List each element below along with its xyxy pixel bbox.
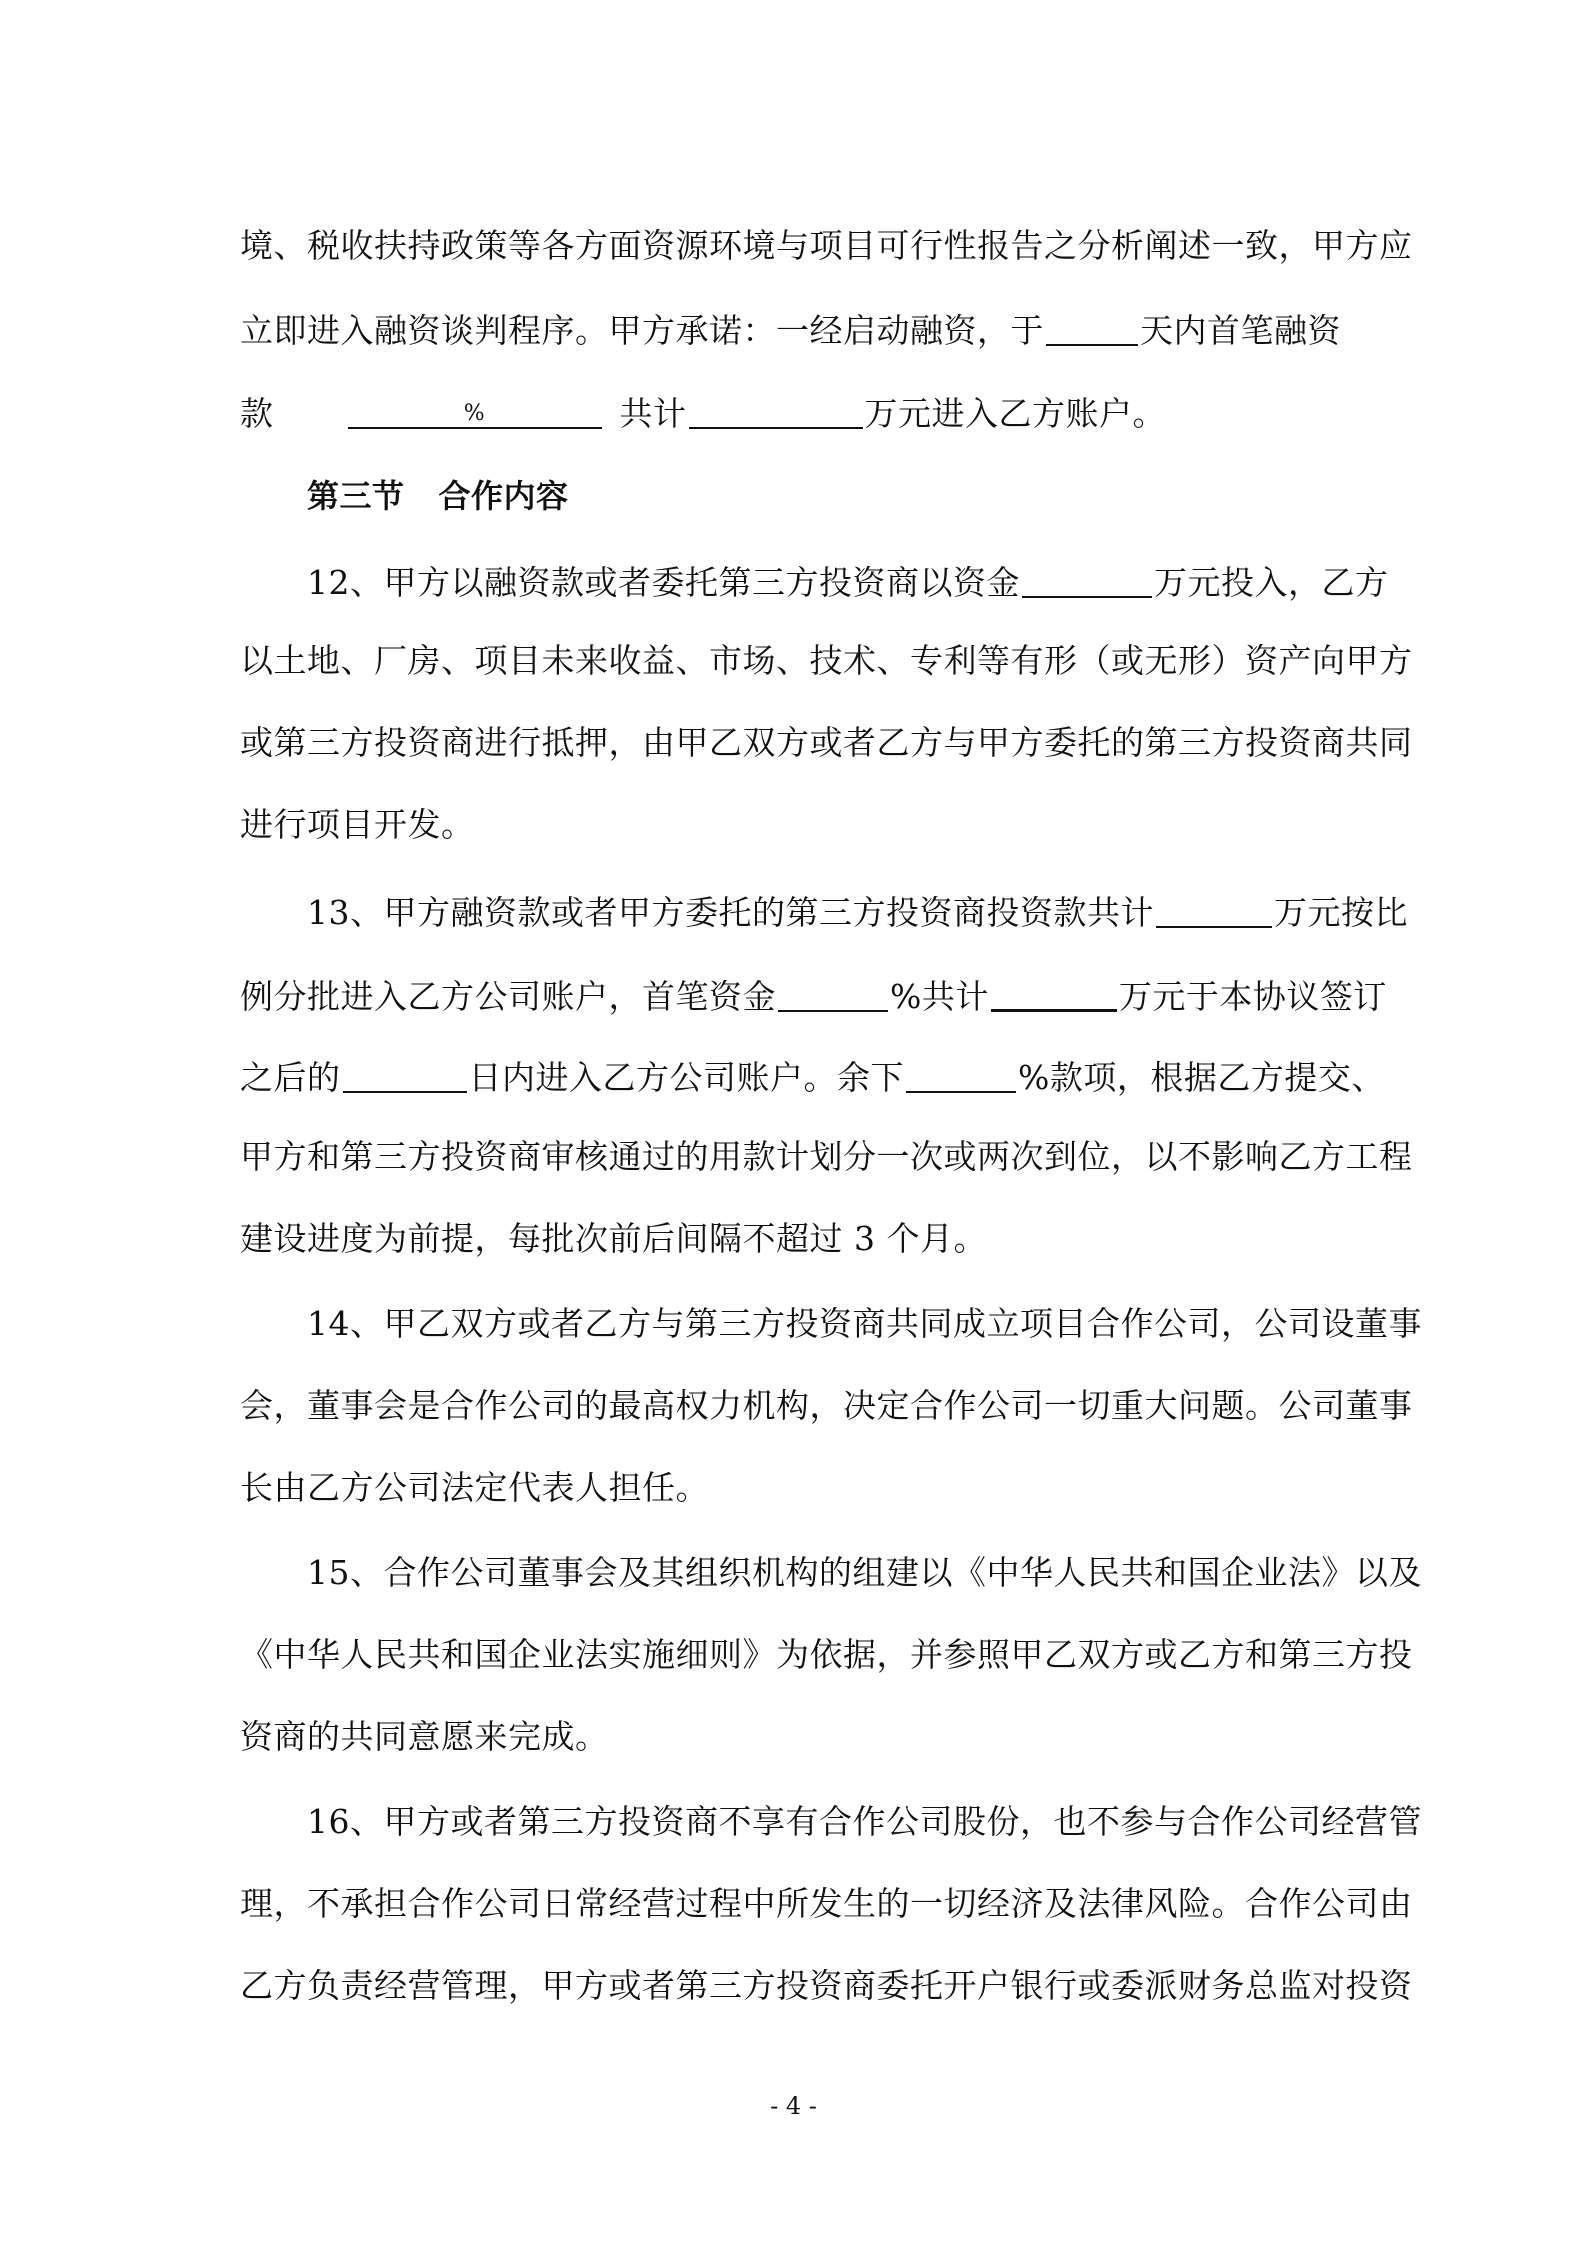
clause-13-line-3-text-b: 日内进入乙方公司账户。余下 — [468, 1058, 904, 1097]
intro-line-3-text-b: 共计 — [619, 394, 687, 433]
clause-13-line-5: 建设进度为前提，每批次前后间隔不超过 3 个月。 — [240, 1219, 987, 1258]
clause-13-line-3-text-c: %款项，根据乙方提交、 — [1018, 1058, 1385, 1097]
clause-13-line-4: 甲方和第三方投资商审核通过的用款计划分一次或两次到位，以不影响乙方工程 — [240, 1137, 1413, 1176]
clause-15-line-2: 《中华人民共和国企业法实施细则》为依据，并参照甲乙双方或乙方和第三方投 — [240, 1635, 1413, 1674]
clause-15-line-3: 资商的共同意愿来完成。 — [240, 1717, 609, 1756]
clause-12-text-b: 万元投入，乙方 — [1154, 563, 1389, 602]
clause-13-first-percent-blank — [778, 978, 888, 1012]
clause-13-days-blank — [343, 1059, 467, 1093]
clause-12-line-4: 进行项目开发。 — [240, 805, 475, 844]
clause-13-first-amount-blank — [991, 977, 1117, 1012]
clause-13-line-2-text-b: %共计 — [890, 977, 989, 1016]
clause-13-total-blank — [1156, 894, 1272, 928]
section-heading — [307, 476, 1348, 516]
percent-sign: % — [463, 401, 486, 426]
intro-line-3 — [240, 391, 1348, 434]
page-number: - 4 - — [770, 2092, 817, 2120]
clause-12-line-2: 以土地、厂房、项目未来收益、市场、技术、专利等有形（或无形）资产向甲方 — [240, 641, 1413, 680]
clause-13-remaining-percent-blank — [906, 1059, 1016, 1093]
clause-12-line-3: 或第三方投资商进行抵押，由甲乙双方或者乙方与甲方委托的第三方投资商共同 — [240, 723, 1413, 762]
intro-line-2-text-b: 天内首笔融资 — [1140, 311, 1341, 350]
clause-14-line-1: 14、甲乙双方或者乙方与第三方投资商共同成立项目合作公司，公司设董事 — [307, 1304, 1422, 1343]
section-number: 第三节 — [307, 477, 405, 515]
clause-13-line-3 — [240, 1055, 1385, 1098]
clause-12-line-1 — [307, 560, 1389, 603]
clause-14-line-3: 长由乙方公司法定代表人担任。 — [240, 1468, 709, 1507]
clause-13-text-b: 万元按比 — [1274, 893, 1408, 932]
intro-line-1: 境、税收扶持政策等各方面资源环境与项目可行性报告之分析阐述一致，甲方应 — [240, 226, 1413, 265]
section-title: 合作内容 — [438, 477, 569, 515]
intro-line-2-text-a: 立即进入融资谈判程序。甲方承诺：一经启动融资，于 — [240, 311, 1044, 350]
clause-16-line-1: 16、甲方或者第三方投资商不享有合作公司股份，也不参与合作公司经营管 — [307, 1802, 1422, 1841]
clause-14-line-2: 会，董事会是合作公司的最高权力机构，决定合作公司一切重大问题。公司董事 — [240, 1386, 1413, 1425]
clause-12-capital-blank — [1022, 564, 1152, 598]
clause-15-line-1: 15、合作公司董事会及其组织机构的组建以《中华人民共和国企业法》以及 — [307, 1553, 1422, 1592]
first-payment-amount-blank — [689, 395, 863, 429]
intro-line-3-text-a: 款 — [240, 394, 274, 433]
clause-16-line-3: 乙方负责经营管理，甲方或者第三方投资商委托开户银行或委派财务总监对投资 — [240, 1966, 1413, 2005]
clause-13-line-3-text-a: 之后的 — [240, 1058, 341, 1097]
clause-13-line-2-text-a: 例分批进入乙方公司账户，首笔资金 — [240, 977, 776, 1016]
clause-13-line-2-text-c: 万元于本协议签订 — [1118, 977, 1387, 1016]
intro-line-3-text-c: 万元进入乙方账户。 — [864, 394, 1166, 433]
clause-16-line-2: 理，不承担合作公司日常经营过程中所发生的一切经济及法律风险。合作公司由 — [240, 1884, 1413, 1923]
intro-line-2 — [240, 308, 1348, 351]
days-blank — [1046, 312, 1138, 346]
clause-13-line-1 — [307, 890, 1408, 933]
clause-13-line-2 — [240, 973, 1387, 1017]
clause-12-text-a: 12、甲方以融资款或者委托第三方投资商以资金 — [307, 563, 1020, 602]
first-payment-percent-blank — [348, 395, 602, 429]
clause-13-text-a: 13、甲方融资款或者甲方委托的第三方投资商投资款共计 — [307, 893, 1154, 932]
